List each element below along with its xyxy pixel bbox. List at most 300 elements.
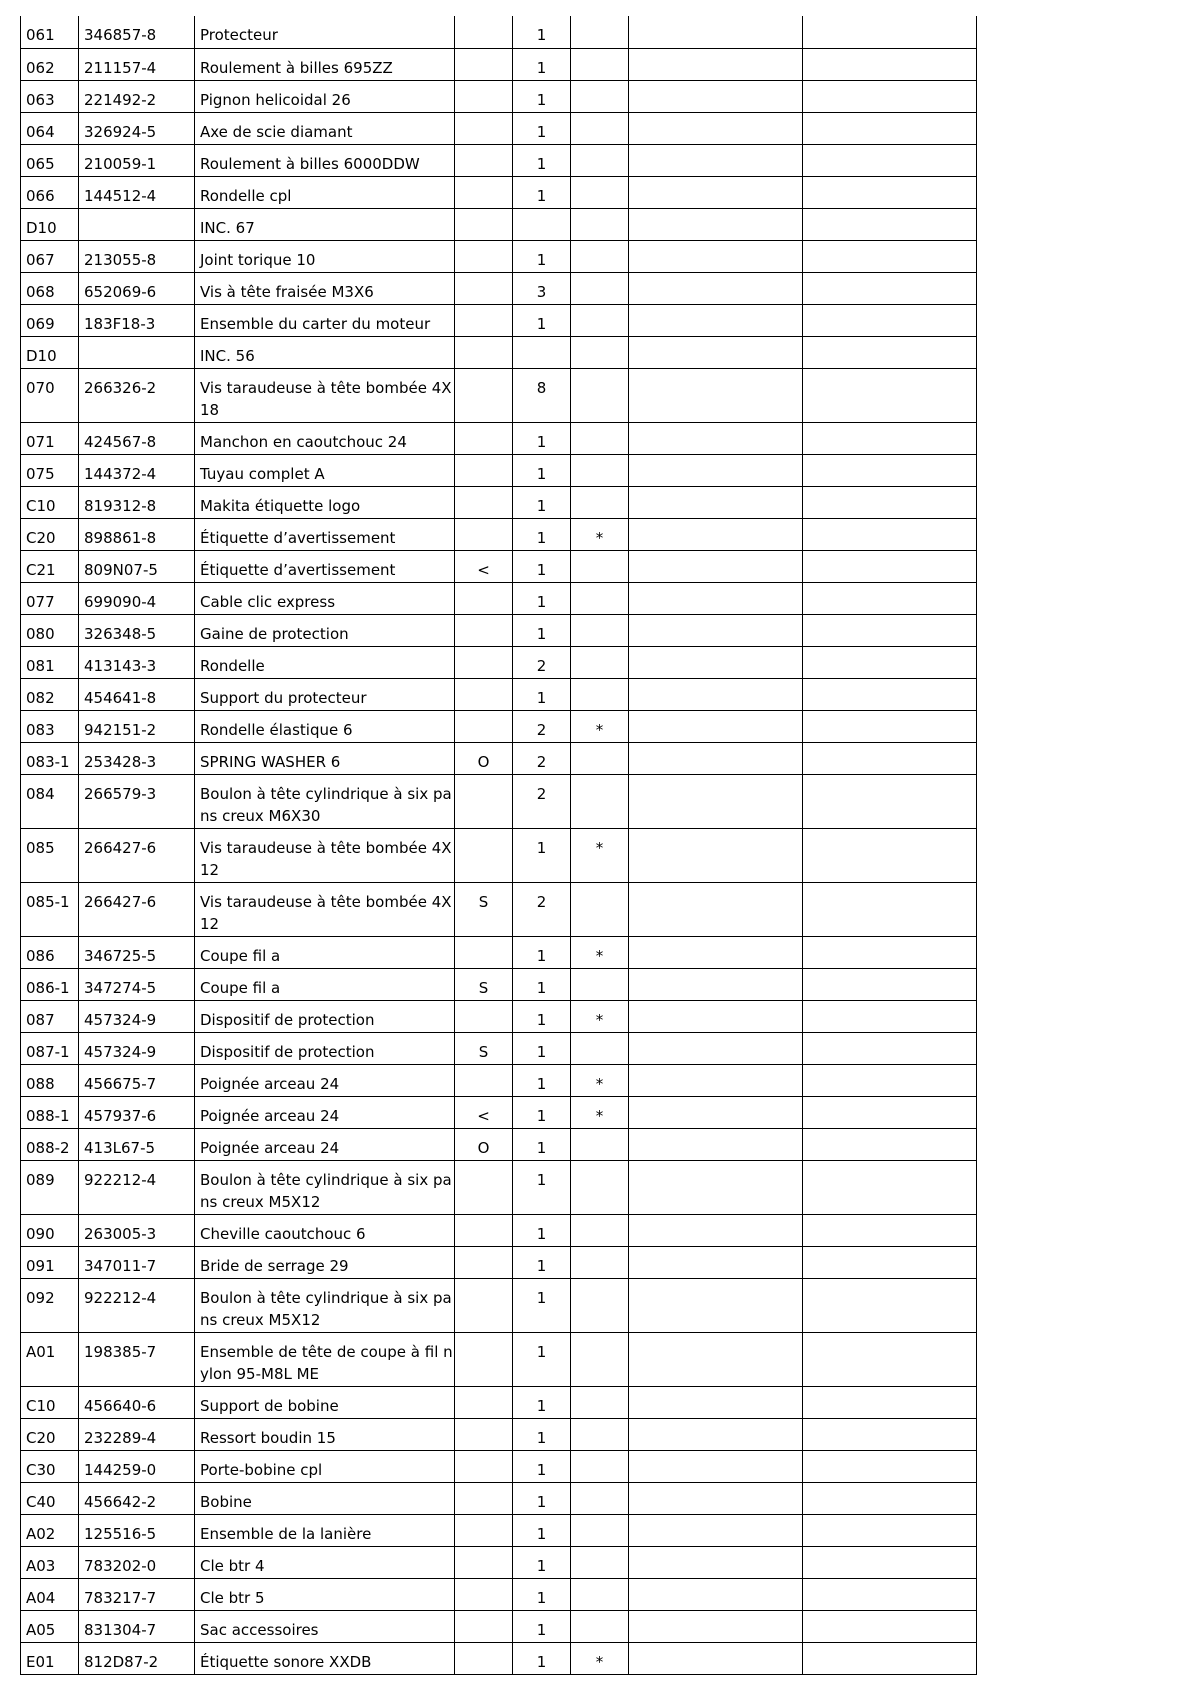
extra-cell-2 [803, 1064, 977, 1096]
mark-cell: * [571, 828, 629, 882]
note-cell [455, 208, 513, 240]
extra-cell-1 [629, 16, 803, 48]
extra-cell-2 [803, 1546, 977, 1578]
note-cell [455, 1332, 513, 1386]
part-number-cell: 413143-3 [79, 646, 195, 678]
item-number-cell: 084 [21, 774, 79, 828]
quantity-cell: 1 [513, 1214, 571, 1246]
extra-cell-2 [803, 1610, 977, 1642]
extra-cell-1 [629, 1418, 803, 1450]
mark-cell [571, 678, 629, 710]
mark-cell [571, 454, 629, 486]
quantity-cell: 1 [513, 1000, 571, 1032]
part-number-cell: 942151-2 [79, 710, 195, 742]
part-number-cell: 456675-7 [79, 1064, 195, 1096]
mark-cell [571, 882, 629, 936]
extra-cell-1 [629, 518, 803, 550]
table-row [21, 454, 977, 486]
note-cell [455, 48, 513, 80]
extra-cell-1 [629, 1642, 803, 1674]
mark-cell: * [571, 1064, 629, 1096]
description-cell: Dispositif de protection [195, 1032, 455, 1064]
note-cell [455, 1160, 513, 1214]
extra-cell-1 [629, 1278, 803, 1332]
item-number-cell: 088-1 [21, 1096, 79, 1128]
mark-cell [571, 550, 629, 582]
note-cell: O [455, 1128, 513, 1160]
note-cell [455, 176, 513, 208]
table-row [21, 144, 977, 176]
description-cell: Rondelle cpl [195, 176, 455, 208]
item-number-cell: 088-2 [21, 1128, 79, 1160]
table-row [21, 112, 977, 144]
extra-cell-1 [629, 1064, 803, 1096]
extra-cell-1 [629, 368, 803, 422]
table-row [21, 48, 977, 80]
extra-cell-1 [629, 882, 803, 936]
description-cell: Étiquette d’avertissement [195, 518, 455, 550]
item-number-cell: 085 [21, 828, 79, 882]
extra-cell-2 [803, 272, 977, 304]
extra-cell-2 [803, 368, 977, 422]
item-number-cell: A01 [21, 1332, 79, 1386]
table-row [21, 1064, 977, 1096]
note-cell [455, 16, 513, 48]
description-cell: Rondelle [195, 646, 455, 678]
mark-cell [571, 1278, 629, 1332]
note-cell [455, 614, 513, 646]
extra-cell-1 [629, 1246, 803, 1278]
table-row [21, 272, 977, 304]
item-number-cell: 092 [21, 1278, 79, 1332]
table-row [21, 1418, 977, 1450]
note-cell [455, 1214, 513, 1246]
note-cell [455, 1450, 513, 1482]
note-cell [455, 368, 513, 422]
item-number-cell: 064 [21, 112, 79, 144]
part-number-cell: 198385-7 [79, 1332, 195, 1386]
item-number-cell: C10 [21, 486, 79, 518]
extra-cell-2 [803, 80, 977, 112]
part-number-cell: 183F18-3 [79, 304, 195, 336]
mark-cell [571, 144, 629, 176]
description-cell: Poignée arceau 24 [195, 1064, 455, 1096]
extra-cell-1 [629, 336, 803, 368]
parts-table [20, 16, 977, 1675]
extra-cell-2 [803, 1214, 977, 1246]
description-cell: Dispositif de protection [195, 1000, 455, 1032]
extra-cell-2 [803, 304, 977, 336]
mark-cell [571, 336, 629, 368]
quantity-cell: 2 [513, 882, 571, 936]
extra-cell-1 [629, 614, 803, 646]
note-cell: < [455, 550, 513, 582]
extra-cell-1 [629, 486, 803, 518]
extra-cell-1 [629, 936, 803, 968]
quantity-cell: 1 [513, 1418, 571, 1450]
description-cell: Roulement à billes 6000DDW [195, 144, 455, 176]
quantity-cell: 1 [513, 1450, 571, 1482]
part-number-cell [79, 208, 195, 240]
note-cell [455, 1578, 513, 1610]
note-cell [455, 336, 513, 368]
note-cell [455, 1246, 513, 1278]
item-number-cell: 091 [21, 1246, 79, 1278]
extra-cell-1 [629, 1032, 803, 1064]
item-number-cell: 075 [21, 454, 79, 486]
description-cell: Cable clic express [195, 582, 455, 614]
note-cell [455, 1546, 513, 1578]
note-cell [455, 1386, 513, 1418]
extra-cell-2 [803, 1096, 977, 1128]
extra-cell-1 [629, 1546, 803, 1578]
item-number-cell: 063 [21, 80, 79, 112]
quantity-cell: 1 [513, 144, 571, 176]
mark-cell: * [571, 936, 629, 968]
quantity-cell: 1 [513, 1642, 571, 1674]
table-row [21, 1332, 977, 1386]
description-cell: Support de bobine [195, 1386, 455, 1418]
extra-cell-1 [629, 112, 803, 144]
description-cell: Sac accessoires [195, 1610, 455, 1642]
mark-cell [571, 1546, 629, 1578]
parts-table-body [21, 16, 977, 1674]
quantity-cell: 1 [513, 614, 571, 646]
mark-cell: * [571, 1642, 629, 1674]
note-cell [455, 1000, 513, 1032]
note-cell [455, 454, 513, 486]
part-number-cell: 809N07-5 [79, 550, 195, 582]
quantity-cell: 1 [513, 1064, 571, 1096]
description-cell: Joint torique 10 [195, 240, 455, 272]
item-number-cell: 087-1 [21, 1032, 79, 1064]
note-cell [455, 304, 513, 336]
mark-cell [571, 646, 629, 678]
item-number-cell: 082 [21, 678, 79, 710]
description-cell: Gaine de protection [195, 614, 455, 646]
part-number-cell: 347011-7 [79, 1246, 195, 1278]
mark-cell [571, 1610, 629, 1642]
description-cell: Protecteur [195, 16, 455, 48]
extra-cell-1 [629, 272, 803, 304]
item-number-cell: A05 [21, 1610, 79, 1642]
mark-cell [571, 112, 629, 144]
part-number-cell: 454641-8 [79, 678, 195, 710]
part-number-cell: 346857-8 [79, 16, 195, 48]
extra-cell-1 [629, 1514, 803, 1546]
note-cell: S [455, 1032, 513, 1064]
extra-cell-1 [629, 678, 803, 710]
note-cell [455, 1514, 513, 1546]
note-cell [455, 80, 513, 112]
part-number-cell: 125516-5 [79, 1514, 195, 1546]
table-row [21, 582, 977, 614]
table-row [21, 936, 977, 968]
note-cell: S [455, 968, 513, 1000]
extra-cell-1 [629, 582, 803, 614]
mark-cell [571, 272, 629, 304]
description-cell: Ensemble du carter du moteur [195, 304, 455, 336]
item-number-cell: A02 [21, 1514, 79, 1546]
part-number-cell: 263005-3 [79, 1214, 195, 1246]
item-number-cell: 081 [21, 646, 79, 678]
extra-cell-1 [629, 208, 803, 240]
note-cell: < [455, 1096, 513, 1128]
part-number-cell: 266427-6 [79, 882, 195, 936]
quantity-cell: 1 [513, 678, 571, 710]
extra-cell-2 [803, 1278, 977, 1332]
extra-cell-1 [629, 304, 803, 336]
extra-cell-1 [629, 1000, 803, 1032]
quantity-cell: 1 [513, 968, 571, 1000]
item-number-cell: 065 [21, 144, 79, 176]
mark-cell [571, 614, 629, 646]
description-cell: Support du protecteur [195, 678, 455, 710]
extra-cell-2 [803, 16, 977, 48]
note-cell [455, 1482, 513, 1514]
table-row [21, 304, 977, 336]
part-number-cell: 210059-1 [79, 144, 195, 176]
description-cell: Vis taraudeuse à tête bombée 4X 12 [195, 828, 455, 882]
note-cell [455, 1642, 513, 1674]
description-cell: Tuyau complet A [195, 454, 455, 486]
description-cell: INC. 67 [195, 208, 455, 240]
description-cell: Bobine [195, 1482, 455, 1514]
part-number-cell: 347274-5 [79, 968, 195, 1000]
item-number-cell: C20 [21, 1418, 79, 1450]
extra-cell-2 [803, 742, 977, 774]
table-row [21, 336, 977, 368]
quantity-cell [513, 336, 571, 368]
description-cell: Ensemble de tête de coupe à fil n ylon 95-M8L ME [195, 1332, 455, 1386]
extra-cell-1 [629, 80, 803, 112]
mark-cell [571, 968, 629, 1000]
mark-cell [571, 16, 629, 48]
table-row [21, 80, 977, 112]
item-number-cell: 070 [21, 368, 79, 422]
extra-cell-2 [803, 1418, 977, 1450]
part-number-cell: 413L67-5 [79, 1128, 195, 1160]
mark-cell [571, 304, 629, 336]
quantity-cell: 1 [513, 1610, 571, 1642]
extra-cell-2 [803, 582, 977, 614]
extra-cell-2 [803, 678, 977, 710]
part-number-cell: 831304-7 [79, 1610, 195, 1642]
extra-cell-1 [629, 454, 803, 486]
part-number-cell: 266326-2 [79, 368, 195, 422]
extra-cell-2 [803, 1000, 977, 1032]
extra-cell-1 [629, 422, 803, 454]
description-cell: Étiquette sonore XXDB [195, 1642, 455, 1674]
table-row [21, 208, 977, 240]
part-number-cell: 266427-6 [79, 828, 195, 882]
part-number-cell: 213055-8 [79, 240, 195, 272]
extra-cell-1 [629, 1386, 803, 1418]
part-number-cell: 456640-6 [79, 1386, 195, 1418]
mark-cell [571, 1214, 629, 1246]
quantity-cell: 1 [513, 550, 571, 582]
extra-cell-2 [803, 1332, 977, 1386]
quantity-cell: 1 [513, 1546, 571, 1578]
quantity-cell: 1 [513, 1246, 571, 1278]
note-cell [455, 240, 513, 272]
table-row [21, 968, 977, 1000]
note-cell [455, 518, 513, 550]
description-cell: Poignée arceau 24 [195, 1128, 455, 1160]
table-row [21, 774, 977, 828]
note-cell: O [455, 742, 513, 774]
extra-cell-1 [629, 710, 803, 742]
extra-cell-2 [803, 518, 977, 550]
extra-cell-2 [803, 422, 977, 454]
extra-cell-2 [803, 1578, 977, 1610]
part-number-cell: 424567-8 [79, 422, 195, 454]
description-cell: Cle btr 4 [195, 1546, 455, 1578]
extra-cell-2 [803, 454, 977, 486]
quantity-cell: 1 [513, 1482, 571, 1514]
part-number-cell: 144372-4 [79, 454, 195, 486]
table-row [21, 742, 977, 774]
description-cell: Poignée arceau 24 [195, 1096, 455, 1128]
quantity-cell: 1 [513, 48, 571, 80]
table-row [21, 1642, 977, 1674]
description-cell: Vis taraudeuse à tête bombée 4X 18 [195, 368, 455, 422]
part-number-cell: 457324-9 [79, 1032, 195, 1064]
description-cell: Ensemble de la lanière [195, 1514, 455, 1546]
table-row [21, 368, 977, 422]
note-cell [455, 936, 513, 968]
table-row [21, 518, 977, 550]
mark-cell: * [571, 1096, 629, 1128]
part-number-cell: 457937-6 [79, 1096, 195, 1128]
extra-cell-2 [803, 1128, 977, 1160]
extra-cell-2 [803, 614, 977, 646]
table-row [21, 422, 977, 454]
item-number-cell: 087 [21, 1000, 79, 1032]
part-number-cell: 266579-3 [79, 774, 195, 828]
quantity-cell: 2 [513, 710, 571, 742]
extra-cell-2 [803, 774, 977, 828]
item-number-cell: 066 [21, 176, 79, 208]
part-number-cell: 346725-5 [79, 936, 195, 968]
extra-cell-1 [629, 1096, 803, 1128]
extra-cell-2 [803, 486, 977, 518]
note-cell [455, 486, 513, 518]
item-number-cell: 083 [21, 710, 79, 742]
note-cell [455, 1064, 513, 1096]
quantity-cell: 1 [513, 1032, 571, 1064]
description-cell: Porte-bobine cpl [195, 1450, 455, 1482]
description-cell: INC. 56 [195, 336, 455, 368]
table-row [21, 678, 977, 710]
quantity-cell: 8 [513, 368, 571, 422]
quantity-cell: 1 [513, 422, 571, 454]
extra-cell-2 [803, 1514, 977, 1546]
mark-cell [571, 1418, 629, 1450]
item-number-cell: E01 [21, 1642, 79, 1674]
mark-cell [571, 240, 629, 272]
extra-cell-2 [803, 1246, 977, 1278]
mark-cell [571, 208, 629, 240]
extra-cell-2 [803, 936, 977, 968]
extra-cell-2 [803, 550, 977, 582]
part-number-cell: 253428-3 [79, 742, 195, 774]
extra-cell-1 [629, 144, 803, 176]
note-cell [455, 272, 513, 304]
table-row [21, 1160, 977, 1214]
description-cell: Boulon à tête cylindrique à six pa ns creux M5X12 [195, 1160, 455, 1214]
description-cell: Pignon helicoidal 26 [195, 80, 455, 112]
extra-cell-2 [803, 968, 977, 1000]
extra-cell-2 [803, 828, 977, 882]
extra-cell-2 [803, 882, 977, 936]
extra-cell-2 [803, 208, 977, 240]
item-number-cell: D10 [21, 336, 79, 368]
mark-cell [571, 742, 629, 774]
quantity-cell: 1 [513, 1332, 571, 1386]
mark-cell [571, 1332, 629, 1386]
table-row [21, 1214, 977, 1246]
part-number-cell: 819312-8 [79, 486, 195, 518]
description-cell: Boulon à tête cylindrique à six pa ns creux M6X30 [195, 774, 455, 828]
mark-cell [571, 1514, 629, 1546]
table-row [21, 240, 977, 272]
part-number-cell: 699090-4 [79, 582, 195, 614]
quantity-cell: 1 [513, 80, 571, 112]
table-row [21, 16, 977, 48]
note-cell [455, 678, 513, 710]
description-cell: Makita étiquette logo [195, 486, 455, 518]
extra-cell-1 [629, 48, 803, 80]
note-cell [455, 710, 513, 742]
table-row [21, 1514, 977, 1546]
description-cell: Boulon à tête cylindrique à six pa ns creux M5X12 [195, 1278, 455, 1332]
quantity-cell: 1 [513, 486, 571, 518]
note-cell [455, 422, 513, 454]
extra-cell-1 [629, 1578, 803, 1610]
mark-cell [571, 1386, 629, 1418]
mark-cell [571, 368, 629, 422]
note-cell [455, 112, 513, 144]
table-row [21, 1482, 977, 1514]
item-number-cell: A04 [21, 1578, 79, 1610]
table-row [21, 1386, 977, 1418]
quantity-cell: 1 [513, 16, 571, 48]
description-cell: Cheville caoutchouc 6 [195, 1214, 455, 1246]
part-number-cell: 652069-6 [79, 272, 195, 304]
table-row [21, 882, 977, 936]
mark-cell [571, 774, 629, 828]
note-cell [455, 646, 513, 678]
extra-cell-1 [629, 1214, 803, 1246]
mark-cell [571, 80, 629, 112]
extra-cell-2 [803, 336, 977, 368]
description-cell: Vis taraudeuse à tête bombée 4X 12 [195, 882, 455, 936]
part-number-cell: 232289-4 [79, 1418, 195, 1450]
item-number-cell: C40 [21, 1482, 79, 1514]
mark-cell: * [571, 710, 629, 742]
description-cell: Bride de serrage 29 [195, 1246, 455, 1278]
description-cell: Étiquette d’avertissement [195, 550, 455, 582]
mark-cell: * [571, 518, 629, 550]
item-number-cell: 090 [21, 1214, 79, 1246]
quantity-cell: 3 [513, 272, 571, 304]
part-number-cell [79, 336, 195, 368]
mark-cell [571, 176, 629, 208]
item-number-cell: 083-1 [21, 742, 79, 774]
part-number-cell: 922212-4 [79, 1160, 195, 1214]
part-number-cell: 211157-4 [79, 48, 195, 80]
